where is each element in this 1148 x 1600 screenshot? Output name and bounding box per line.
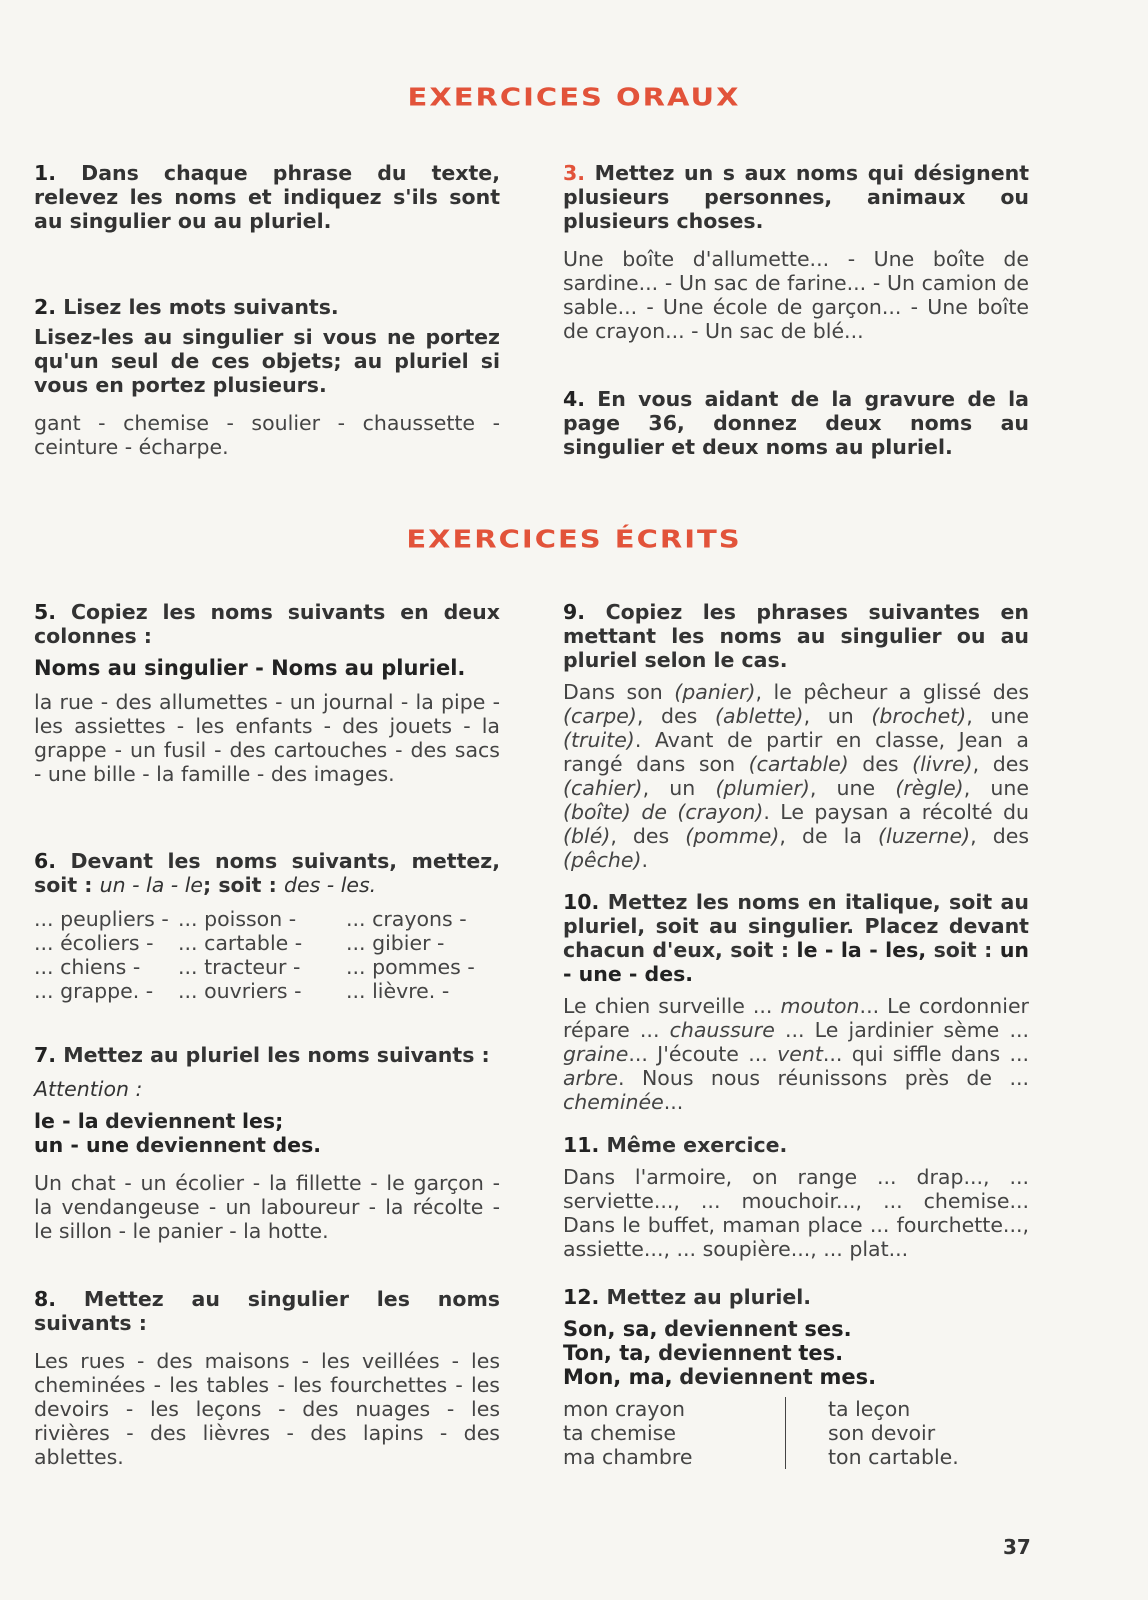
- grid-cell: ... cartable -: [178, 931, 303, 955]
- italic-word: (pêche): [563, 848, 642, 872]
- grid-cell: ... pommes -: [346, 955, 475, 979]
- italic-word: (luzerne): [878, 824, 971, 848]
- italic-word: (boîte) de (crayon): [563, 800, 764, 824]
- text-run: ... Le cordonnier répare ...: [563, 994, 1029, 1042]
- exercise-1: [34, 161, 500, 233]
- exercise-number: 1.: [34, 161, 57, 185]
- exercise-body: Dans l'armoire, on range ... drap..., ... serviette..., ... mouchoir..., ... chemise... Dans le buffet, maman place ... fourchette..., assiette..., ... soupière..., ... plat...: [563, 1165, 1029, 1261]
- exercise-11: [563, 1133, 1029, 1261]
- rule-line: le - la deviennent les;: [34, 1109, 284, 1133]
- italic-word: (panier): [674, 680, 756, 704]
- text-run: ... Le jardinier sème ...: [774, 1018, 1029, 1042]
- text-run: ... J'écoute ...: [628, 1042, 778, 1066]
- text-run: Le chien surveille ...: [563, 994, 781, 1018]
- exercise-number: 8.: [34, 1287, 57, 1311]
- exercise-number: 9.: [563, 600, 586, 624]
- exercise-instruction: Même exercice.: [606, 1133, 788, 1157]
- grid-cell: ... crayons -: [346, 907, 467, 931]
- exercise-instruction: Mettez les noms en italique, soit au pluriel, soit au singulier. Placez devant chacun d'eux, soit :: [563, 890, 1029, 962]
- italic-word: chaussure: [669, 1018, 775, 1042]
- grid-cell: ... tracteur -: [178, 955, 301, 979]
- exercise-number: 10.: [563, 890, 600, 914]
- exercise-number: 12.: [563, 1285, 600, 1309]
- italic-word: cheminée: [563, 1090, 664, 1114]
- exercise-instruction: Copiez les phrases suivantes en mettant les noms au singulier ou au pluriel selon le cas.: [563, 600, 1029, 672]
- word-list: gant - chemise - soulier - chaussette - ceinture - écharpe.: [34, 411, 500, 459]
- grid-cell: ... chiens -: [34, 955, 141, 979]
- italic-word: (plumier): [715, 776, 810, 800]
- exercise-2: [34, 295, 500, 459]
- text-run: Dans son: [563, 680, 675, 704]
- text-run: des: [848, 752, 913, 776]
- italic-word: graine: [563, 1042, 629, 1066]
- exercise-instruction: En vous aidant de la gravure de la page 36, donnez deux noms au singulier et deux noms au pluriel.: [563, 387, 1029, 459]
- exercise-body: [563, 994, 1029, 1114]
- italic-word: (cahier): [563, 776, 643, 800]
- exercise-body: la rue - des allumettes - un journal - la pipe - les assiettes - les enfants - des jouets - la grappe - un fusil - des cartouches - des sacs - une bille - la famille - des images.: [34, 690, 500, 786]
- text-run: , de la: [779, 824, 879, 848]
- text-run: ...: [663, 1090, 684, 1114]
- italic-word: (ablette): [714, 704, 804, 728]
- page-number: 37: [1003, 1535, 1031, 1559]
- rule-line: un - une deviennent des.: [34, 1133, 322, 1157]
- text-run: , une: [966, 704, 1029, 728]
- exercise-instruction: Mettez au pluriel.: [606, 1285, 812, 1309]
- grid-cell: ... écoliers -: [34, 931, 154, 955]
- written-exercises-title: EXERCICES ÉCRITS: [406, 524, 742, 554]
- rule-list: [563, 1317, 1029, 1389]
- text-run: , des: [610, 824, 686, 848]
- exercise-10: [563, 890, 1029, 1114]
- exercise-number: 4.: [563, 387, 586, 411]
- exercise-body: [563, 680, 1029, 872]
- italic-word: (truite): [563, 728, 635, 752]
- exercise-body: Une boîte d'allumette... - Une boîte de sardine... - Un sac de farine... - Un camion de sable... - Une école de garçon... - Une boîte de crayon... - Un sac de blé...: [563, 247, 1029, 343]
- exercise-8: [34, 1287, 500, 1469]
- exercise-body: Les rues - des maisons - les veillées - les cheminées - les tables - les fourchettes - les devoirs - les leçons - des nuages - les rivières - des lièvres - des lapins - des ablettes.: [34, 1349, 500, 1469]
- text-run: , le pêcheur a glissé des: [755, 680, 1029, 704]
- italic-word: (livre): [912, 752, 973, 776]
- grid-cell: ... grappe. -: [34, 979, 154, 1003]
- instruction-separator: ; soit :: [203, 873, 277, 897]
- exercise-number: 11.: [563, 1133, 600, 1157]
- instruction-separator: soit :: [933, 938, 993, 962]
- italic-word: (brochet): [871, 704, 967, 728]
- noun-grid: [34, 907, 500, 1003]
- word-column-right: ta leçon son devoir ton cartable.: [828, 1397, 959, 1469]
- exercise-12: [563, 1285, 1029, 1469]
- italic-word: arbre: [563, 1066, 619, 1090]
- italic-word: vent: [777, 1042, 823, 1066]
- exercise-number: 6.: [34, 849, 57, 873]
- grid-cell: ... gibier -: [346, 931, 445, 955]
- exercise-6: [34, 849, 500, 1003]
- exercise-instruction: Mettez au pluriel les noms suivants :: [63, 1043, 490, 1067]
- exercise-number: 3.: [563, 161, 586, 185]
- oral-exercises-title: EXERCICES ORAUX: [407, 82, 741, 112]
- text-run: . Nous nous réunissons près de ...: [618, 1066, 1029, 1090]
- rule-line: Son, sa, deviennent ses.: [563, 1317, 852, 1341]
- exercise-number: 5.: [34, 600, 57, 624]
- text-run: , des: [636, 704, 715, 728]
- italic-word: (cartable): [748, 752, 849, 776]
- exercise-instruction: Devant les noms suivants, mettez, soit :: [34, 849, 500, 897]
- text-run: , des: [972, 752, 1029, 776]
- attention-label: Attention :: [34, 1077, 143, 1101]
- rule-line: Ton, ta, deviennent tes.: [563, 1341, 844, 1365]
- exercise-7: [34, 1043, 500, 1243]
- exercise-9: [563, 600, 1029, 872]
- column-divider: [785, 1397, 786, 1469]
- exercise-instruction: Dans chaque phrase du texte, relevez les noms et indiquez s'ils sont au singulier ou au pluriel.: [34, 161, 500, 233]
- italic-word: (règle): [895, 776, 964, 800]
- word-columns: [563, 1397, 1029, 1469]
- option-singular: un - la - le: [99, 873, 204, 897]
- exercise-title: Lisez les mots suivants.: [63, 295, 339, 319]
- exercise-number: 2.: [34, 295, 57, 319]
- exercise-instruction: Copiez les noms suivants en deux colonnes :: [34, 600, 501, 648]
- exercise-instruction: Mettez un s aux noms qui désignent plusieurs personnes, animaux ou plusieurs choses.: [563, 161, 1029, 233]
- italic-word: mouton: [780, 994, 860, 1018]
- text-run: , un: [642, 776, 716, 800]
- exercise-4: [563, 387, 1029, 459]
- grid-cell: ... lièvre. -: [346, 979, 450, 1003]
- option-indefinite: un - une - des.: [563, 938, 1030, 986]
- exercise-5: [34, 600, 500, 786]
- text-run: .: [641, 848, 649, 872]
- grid-cell: ... ouvriers -: [178, 979, 302, 1003]
- column-headers: Noms au singulier - Noms au pluriel.: [34, 656, 466, 680]
- text-run: , une: [963, 776, 1029, 800]
- grid-cell: ... poisson -: [178, 907, 297, 931]
- rule-line: Mon, ma, deviennent mes.: [563, 1365, 877, 1389]
- italic-word: (pomme): [685, 824, 780, 848]
- text-run: , une: [809, 776, 896, 800]
- option-plural: des - les.: [283, 873, 377, 897]
- exercise-body: Un chat - un écolier - la fillette - le garçon - la vendangeuse - un laboureur - la récolte - le sillon - le panier - la hotte.: [34, 1171, 500, 1243]
- text-run: , un: [803, 704, 872, 728]
- text-run: . Le paysan a récolté du: [763, 800, 1030, 824]
- italic-word: (blé): [563, 824, 611, 848]
- exercise-number: 7.: [34, 1043, 57, 1067]
- grid-cell: ... peupliers -: [34, 907, 169, 931]
- word-column-left: mon crayon ta chemise ma chambre: [563, 1397, 693, 1469]
- exercise-3: [563, 161, 1029, 343]
- text-run: ... qui siffle dans ...: [822, 1042, 1029, 1066]
- text-run: . Avant de partir en classe, Jean a rangé dans son: [563, 728, 1029, 776]
- exercise-instruction: Lisez-les au singulier si vous ne portez qu'un seul de ces objets; au pluriel si vous en portez plusieurs.: [34, 325, 500, 397]
- option-definite: le - la - les,: [796, 938, 927, 962]
- italic-word: (carpe): [563, 704, 637, 728]
- text-run: , des: [970, 824, 1029, 848]
- exercise-instruction: Mettez au singulier les noms suivants :: [34, 1287, 501, 1335]
